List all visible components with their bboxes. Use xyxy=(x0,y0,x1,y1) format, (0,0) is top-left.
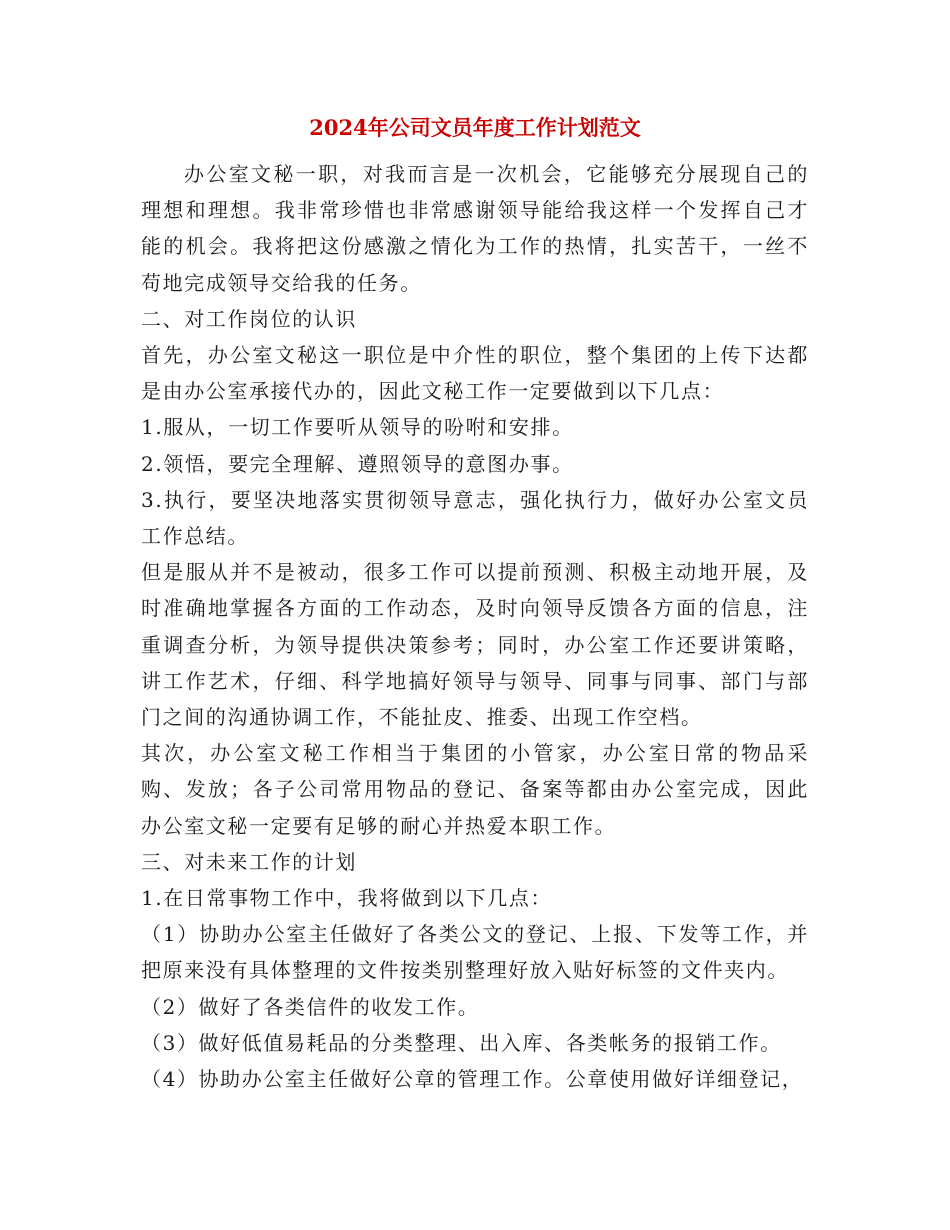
intro-paragraph: 办公室文秘一职，对我而言是一次机会，它能够充分展现自己的理想和理想。我非常珍惜也非常感谢领导能给我这样一个发挥自己才能的机会。我将把这份感激之情化为工作的热情，扎实苦干，一丝不苟地完成领导交给我的任务。 xyxy=(141,162,809,295)
sub-list-item: （2）做好了各类信件的收发工作。 xyxy=(141,994,480,1019)
sub-list-item: （4）协助办公室主任做好公章的管理工作。公章使用做好详细登记， xyxy=(141,1067,804,1092)
document-title: 2024年公司文员年度工作计划范文 xyxy=(309,115,641,140)
list-item: 2.领悟，要完全理解、遵照领导的意图办事。 xyxy=(141,451,574,476)
section-heading-3: 三、对未来工作的计划 xyxy=(141,849,357,874)
sub-list-item: （1）协助办公室主任做好了各类公文的登记、上报、下发等工作，并把原来没有具体整理的文件按类别整理好放入贴好标签的文件夹内。 xyxy=(141,922,809,983)
sub-list-item: （3）做好低值易耗品的分类整理、出入库、各类帐务的报销工作。 xyxy=(141,1030,782,1055)
body-paragraph: 首先，办公室文秘这一职位是中介性的职位，整个集团的上传下达都是由办公室承接代办的，因此文秘工作一定要做到以下几点： xyxy=(141,343,809,404)
body-paragraph: 但是服从并不是被动，很多工作可以提前预测、积极主动地开展，及时准确地掌握各方面的工作动态，及时向领导反馈各方面的信息，注重调查分析，为领导提供决策参考；同时，办公室工作还要讲策略，讲工作艺术，仔细、科学地搞好领导与领导、同事与同事、部门与部门之间的沟通协调工作，不能扯皮、推委、出现工作空档。 xyxy=(141,560,809,730)
list-item: 3.执行，要坚决地落实贯彻领导意志，强化执行力，做好办公室文员工作总结。 xyxy=(141,487,809,549)
body-paragraph: 其次，办公室文秘工作相当于集团的小管家，办公室日常的物品采购、发放；各子公司常用物品的登记、备案等都由办公室完成，因此办公室文秘一定要有足够的耐心并热爱本职工作。 xyxy=(141,741,809,838)
section-heading-2: 二、对工作岗位的认识 xyxy=(141,306,357,331)
document-body xyxy=(141,156,809,1097)
list-item: 1.服从，一切工作要听从领导的吩咐和安排。 xyxy=(141,415,574,440)
list-item: 1.在日常事物工作中，我将做到以下几点： xyxy=(141,886,553,911)
